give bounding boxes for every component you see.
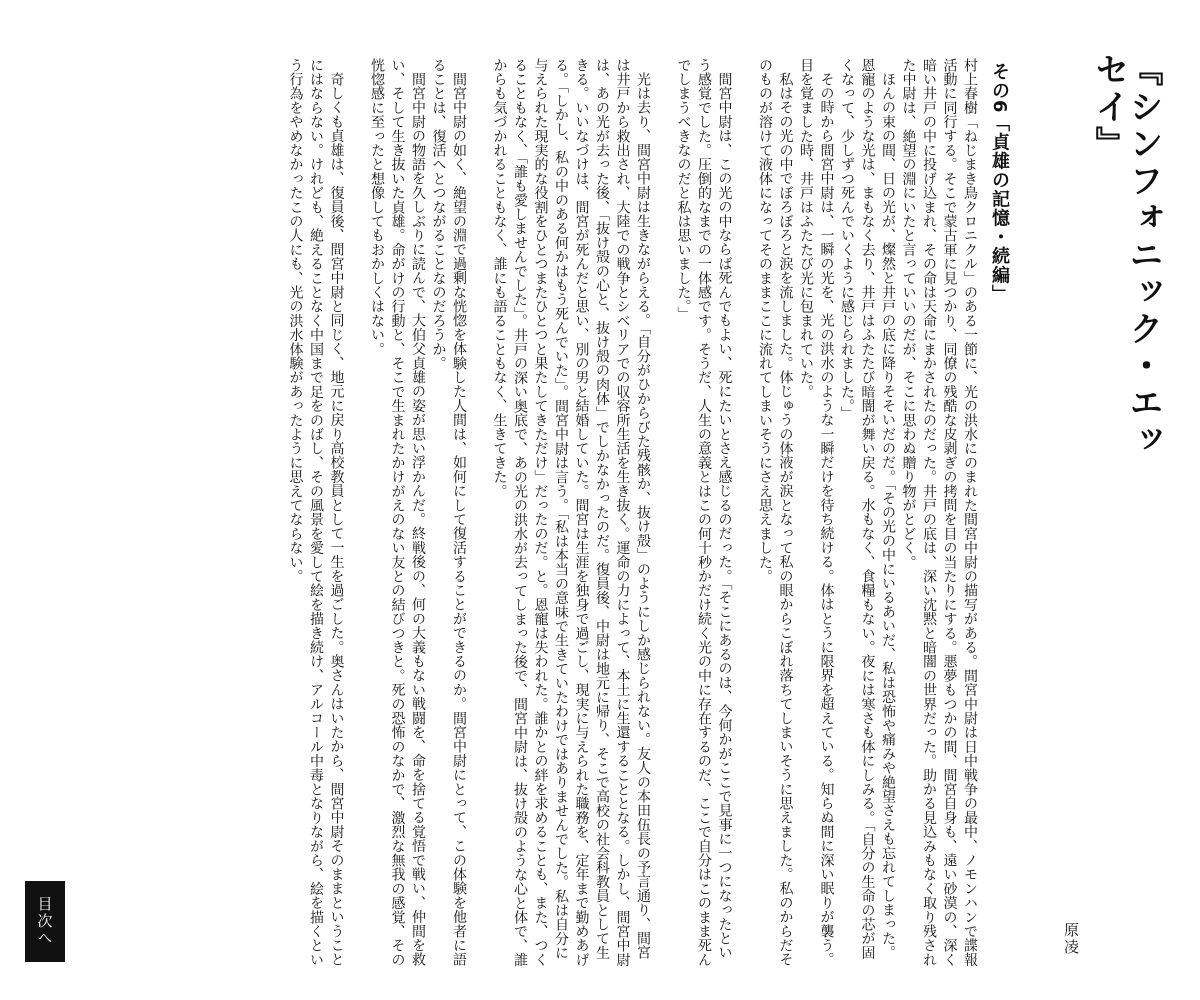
paragraph: 間宮中尉の如く、絶望の淵で過剰な恍惚を体験した人間は、如何にして復活することができるのか。間宮中尉にとって、この体験を他者に語ることは、復活へとつながることなのだろうか。: [430, 58, 467, 967]
author-name: 原凌: [1062, 922, 1080, 956]
paragraph: 光は去り、間宮中尉は生きながらえる。「自分がひからびた残骸か、抜け殻」のようにしか感じられない。友人の本田伍長の予言通り、間宮は井戸から救出され、大陸での戦争とシベリアでの収容所生活を生き抜く。運命の力によって、本土に生還することとなる。しかし、間宮中尉は、あの光が去った後、「抜け殻の心と、抜け殻の肉体」でしかなかったのだ。復員後、中尉は地元に帰り、そこで高校の社会科教員として生きる。いいなづけは、間宮が死んだと思い、別の男と結婚していた。間宮は生涯を独身で過ごし、現実に与えられた職務を、定年まで勤めあげる。「しかし、私の中のある何かはもう死んでいた」。間宮中尉は言う。「私は本当の意味で生きていたわけではありませんでした。私は自分に与えられた現実的な役割をひとつまたひとつと果たしてきただけ」だったのだ。と。恩寵は失われた。誰かとの絆を求めることも、また、つくることもなく、「誰も愛しませんでした」。井戸の深い奥底で、あの光の洪水が去ってしまった後で、間宮中尉は、抜け殻のような心と体で、誰からも気づかれることもなく、誰にも語ることもなく、生きてきた。: [491, 58, 651, 967]
page-title: 『シンフォニック・エッセイ』: [1089, 52, 1163, 459]
chapter-subtitle: その6「貞雄の記憶・続編」: [989, 62, 1010, 304]
paragraph: 村上春樹「ねじまき鳥クロニクル」のある一節に、光の洪水にのまれた間宮中尉の描写がある。間宮中尉は日中戦争の最中、ノモンハンで諜報活動に同行する。そこで蒙古軍に見つかり、同僚の残酷な皮剥ぎの拷問を目の当たりにする。悪夢もつかの間、間宮自身も、遠い砂漠の、深く暗い井戸の中に投げ込まれ、その命は天命にまかされたのだった。井戸の底は、深い沈黙と暗闇の世界だった。助かる見込みもなく取り残された中尉は、絶望の淵にいたと言っていいのだが、そこに思わぬ贈り物がとどく。: [900, 58, 978, 967]
paragraph: その時から間宮中尉は、一瞬の光を、光の洪水のような一瞬だけを待ち続ける。体はとうに限界を超えている。知らぬ間に深い眠りが襲う。目を覚ました時、井戸はふたたび光に包まれていた。: [798, 58, 835, 967]
paragraph: ほんの束の間、日の光が、燦然と井戸の底に降りそそいだのだ。「その光の中にいるあいだ、私は恐怖や痛みや絶望さえも忘れてしまった。恩寵のような光は、まもなく去り、井戸はふたたび暗闇が舞い戻る。水もなく、食糧もない。夜には寒さも体にしみる。「自分の生命の芯が固くなって、少しずつ死んでいくように感じられました。」: [839, 58, 896, 960]
paragraph: 間宮中尉の物語を久しぶりに読んで、大伯父貞雄の姿が思い浮かんだ。終戦後の、何の大義もない戦闘を、命を捨てる覚悟で戦い、仲間を救い、そして生き抜いた貞雄。命がけの行動と、そこで生まれたかけがえのない友との結びつきと。死の恐怖のなかで、激烈な無我の感覚、その恍惚感に至ったと想像してもおかしくはない。: [369, 58, 426, 967]
paragraph: 間宮中尉は、この光の中ならば死んでもよい、死にたいとさえ感じるのだった。「そこにあるのは、今何かがここで見事に一つになったという感覚でした。圧倒的なまでの一体感です。そうだ、人生の意義とはこの何十秒かだけ続く光の中に存在するのだ、ここで自分はこのまま死んでしまうべきなのだと私は思いました。」: [675, 58, 733, 967]
essay-body: [0, 58, 980, 970]
paragraph: 奇しくも貞雄は、復員後、間宮中尉と同じく、地元に戻り高校教員として一生を過ごした。奥さんはいたから、間宮中尉そのままということにはならない。けれども、絶えることなく中国まで足をのばし、その風景を愛して絵を描き続け、アルコール中毒となりながら、絵を描くという行為をやめなかったこの人にも、光の洪水体験があったように思えてならない。: [287, 58, 345, 967]
quoted-paragraph: 私はその光の中でぼろぼろと涙を流しました。体じゅうの体液が涙となって私の眼からこぼれ落ちてしまいそうに思えました。私のからだそのものが溶けて液体になってそのままここに流れてしまいそうにさえ思えました。: [757, 58, 794, 967]
table-of-contents-button[interactable]: 目次へ: [25, 881, 65, 962]
